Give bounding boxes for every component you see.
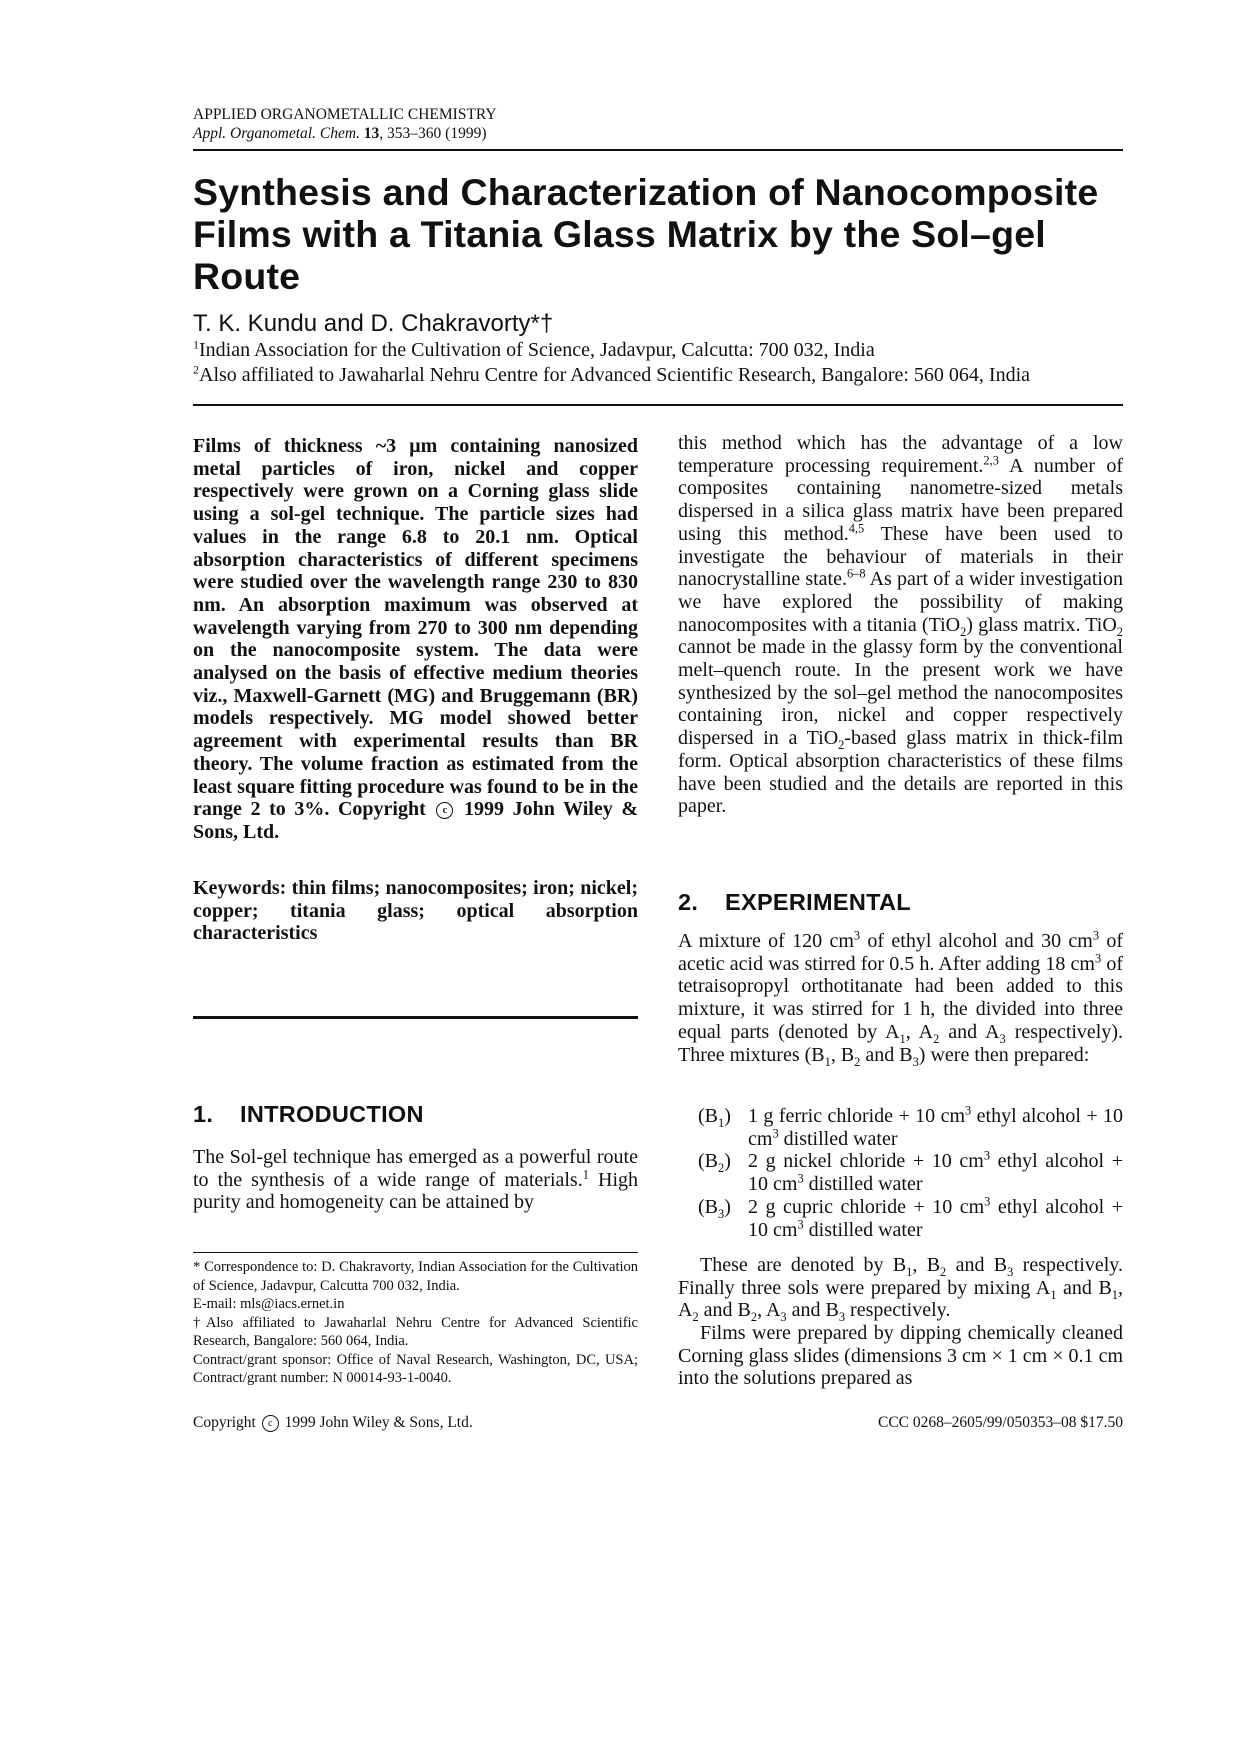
subscript: 2 <box>1116 624 1123 639</box>
subscript: 1 <box>899 1031 906 1046</box>
journal-citation <box>193 124 1123 143</box>
subscript: 2 <box>940 1265 947 1279</box>
subscript: 2 <box>960 624 967 639</box>
citation-ref: 1 <box>582 1167 589 1182</box>
text-run: respectively). Three mixtures (B <box>678 1020 1124 1066</box>
mixture-text: distilled water <box>803 1173 923 1196</box>
superscript: 3 <box>983 1148 991 1163</box>
abstract-rule <box>193 1016 638 1019</box>
text-run: , B <box>912 1254 941 1276</box>
footnotes <box>193 1258 638 1388</box>
section-number: 1. <box>193 1101 214 1127</box>
subscript: 1 <box>906 1265 913 1279</box>
intro-text: High purity and homogeneity can be attained by <box>193 1168 638 1214</box>
experimental-paragraph-2 <box>678 1254 1123 1325</box>
subscript: 2 <box>933 1031 940 1046</box>
mixture-text: distilled water <box>778 1127 898 1150</box>
mixture-item-b3 <box>678 1196 1123 1241</box>
abstract-text: Films of thickness ~3 μm containing nanosized metal particles of iron, nickel and copper respectively were grown on a Corning glass slide using a sol-gel technique. The particle sizes had values in the range 6.8 to 20.1 nm. Optical absorption characteristics of different specimens were studied over the wavelength range 230 to 830 nm. An absorption maximum was observed at wavelength varying from 270 to 300 nm depending on the nanocomposite system. The data were analysed on the basis of effective medium theories viz., Maxwell-Garnett (MG) and Bruggemann (BR) models respectively. MG model showed better agreement with experimental results than BR theory. The volume fraction as estimated from the least square fitting procedure was found to be in the range 2 to 3%. Copyright <box>193 435 638 821</box>
text-run: and B <box>1056 1276 1112 1299</box>
text-run: -based glass matrix in thick-film form. Optical absorption characteristics of these films have been studied and the details are reported in this paper. <box>678 727 1123 818</box>
text-run: , A <box>757 1299 781 1322</box>
subscript: 3 <box>912 1054 919 1069</box>
copyright-text: Copyright <box>193 1414 256 1431</box>
subscript: 1 <box>1111 1287 1118 1302</box>
text-run: ) were then prepared: <box>918 1043 1090 1066</box>
copyright-icon: c <box>436 802 453 819</box>
section-title: INTRODUCTION <box>240 1101 424 1127</box>
article-title: Synthesis and Characterization of Nanocomposite Films with a Titania Glass Matrix by the Sol–gel Route <box>193 171 1099 297</box>
keywords: Keywords: thin films; nanocomposites; iron; nickel; copper; titania glass; optical absorption characteristics <box>193 877 638 945</box>
journal-volume: 13 <box>363 125 380 142</box>
mixture-text: ethyl alcohol + 10 cm <box>748 1105 1124 1150</box>
footnote-email: E-mail: mls@iacs.ernet.in <box>193 1296 345 1312</box>
experimental-paragraph-3: Films were prepared by dipping chemically cleaned Corning glass slides (dimensions 3 cm × 1 cm × 0.1 cm into the solutions prepared as <box>678 1322 1123 1390</box>
mixture-text: 2 g nickel chloride + 10 cm <box>748 1150 984 1173</box>
text-run: respectively. <box>845 1299 951 1322</box>
mixture-text: distilled water <box>803 1218 923 1241</box>
superscript: 3 <box>853 928 861 943</box>
subscript: 2 <box>718 1161 725 1176</box>
text-run: respectively. Finally three sols were prepared by mixing A <box>678 1254 1123 1299</box>
section-heading-introduction <box>193 1101 424 1128</box>
affiliations <box>193 338 1133 388</box>
copyright-icon: c <box>262 1415 279 1432</box>
header-rule <box>193 149 1123 151</box>
journal-name: APPLIED ORGANOMETALLIC CHEMISTRY <box>193 106 497 123</box>
section-number: 2. <box>678 889 699 915</box>
subscript: 1 <box>718 1116 725 1130</box>
label-text: (B <box>698 1105 718 1127</box>
superscript: 3 <box>1094 951 1102 966</box>
subscript: 2 <box>854 1054 861 1069</box>
text-run: and B <box>786 1299 839 1322</box>
introduction-paragraph <box>193 1146 638 1214</box>
journal-citation-italic: Appl. Organometal. Chem. <box>193 125 360 142</box>
affiliation-marker: 2 <box>193 362 199 377</box>
footnote-correspondence: * Correspondence to: D. Chakravorty, Indian Association for the Cultivation of Science, Jadavpur, Calcutta 700 032, India. <box>193 1259 638 1294</box>
superscript: 3 <box>797 1216 804 1231</box>
text-run: , A <box>905 1020 934 1043</box>
label-text: (B <box>698 1195 718 1218</box>
mixture-label <box>698 1105 731 1128</box>
citation-ref: 2,3 <box>983 453 999 468</box>
mixture-text: 1 g ferric chloride + 10 cm <box>748 1105 966 1127</box>
subscript: 2 <box>750 1310 758 1325</box>
text-run: These have been used to investigate the behaviour of materials in their nanocrystalline state. <box>678 522 1123 591</box>
footer-copyright <box>193 1414 473 1432</box>
label-text: ) <box>724 1150 731 1173</box>
mixture-label <box>698 1196 731 1219</box>
citation-ref: 6–8 <box>846 566 866 581</box>
affiliation-marker: 1 <box>193 337 199 352</box>
introduction-continued-paragraph <box>678 432 1123 818</box>
section-heading-experimental <box>678 889 911 916</box>
subscript: 3 <box>838 1310 846 1325</box>
superscript: 3 <box>772 1126 779 1141</box>
section-title: EXPERIMENTAL <box>725 889 911 915</box>
abstract <box>193 435 638 844</box>
text-run: ) glass matrix. TiO <box>966 613 1117 636</box>
label-text: ) <box>724 1195 731 1218</box>
text-run: cannot be made in the glassy form by the conventional melt–quench route. In the present work we have synthesized by the sol–gel method the nanocomposites containing iron, nickel and copper respectively dispersed in a TiO <box>678 636 1123 750</box>
subscript: 3 <box>1007 1265 1014 1279</box>
mixture-text: ethyl alcohol + 10 cm <box>748 1195 1123 1241</box>
article-authors: T. K. Kundu and D. Chakravorty*† <box>193 310 554 337</box>
mixture-text: 2 g cupric chloride + 10 cm <box>748 1195 985 1218</box>
footer-ccc-code: CCC 0268–2605/99/050353–08 $17.50 <box>877 1414 1123 1431</box>
mixture-text: ethyl alcohol + 10 cm <box>748 1150 1124 1196</box>
superscript: 3 <box>1092 928 1100 943</box>
text-run: and B <box>946 1254 1008 1276</box>
intro-text: The Sol-gel technique has emerged as a powerful route to the synthesis of a wide range of materials. <box>193 1146 638 1191</box>
subscript: 3 <box>999 1031 1006 1046</box>
mixture-list <box>678 1105 1123 1241</box>
journal-header <box>193 105 1123 143</box>
subscript: 3 <box>780 1310 787 1325</box>
text-run: , B <box>830 1043 855 1066</box>
mixture-label <box>698 1150 731 1176</box>
experimental-paragraph-1 <box>678 928 1124 1069</box>
text-run: As part of a wider investigation we have explored the possibility of making nanocomposites with a titania (TiO <box>678 568 1123 636</box>
subscript: 3 <box>718 1206 725 1221</box>
affiliation-1 <box>193 338 1133 363</box>
text-run: and A <box>939 1020 1000 1043</box>
journal-pages: , 353–360 (1999) <box>379 125 487 142</box>
mixture-item-b1 <box>678 1105 1123 1150</box>
text-run: this method which has the advantage of a low temperature processing requirement. <box>678 432 1123 477</box>
text-run: and B <box>698 1299 751 1322</box>
affiliation-2 <box>193 363 1133 388</box>
abstract-copyright: 1999 John Wiley & Sons, Ltd. <box>193 798 638 843</box>
label-text: ) <box>724 1105 731 1127</box>
text-run: of acetic acid was stirred for 0.5 h. After adding 18 cm <box>678 930 1124 975</box>
subscript: 1 <box>824 1054 831 1069</box>
superscript: 3 <box>984 1194 991 1209</box>
text-run: These are denoted by B <box>700 1254 907 1276</box>
text-run: and B <box>860 1043 913 1066</box>
superscript: 3 <box>965 1103 972 1118</box>
affiliation-text: Indian Association for the Cultivation of Science, Jadavpur, Calcutta: 700 032, India <box>199 339 875 361</box>
subscript: 2 <box>692 1310 699 1325</box>
footnote-rule <box>193 1252 638 1253</box>
subscript: 2 <box>838 738 845 753</box>
title-rule <box>193 404 1123 406</box>
text-run: A number of composites containing nanometre-sized metals dispersed in a silica glass matrix have been prepared using this method. <box>678 454 1124 545</box>
label-text: (B <box>698 1150 718 1173</box>
text-run: , A <box>678 1276 1123 1322</box>
affiliation-text: Also affiliated to Jawaharlal Nehru Centre for Advanced Scientific Research, Bangalore: 560 064, India <box>199 364 1031 386</box>
footnote-affiliation: †Also affiliated to Jawaharlal Nehru Centre for Advanced Scientific Research, Bangalore: 560 064, India. <box>193 1314 638 1349</box>
text-run: of ethyl alcohol and 30 cm <box>860 930 1093 952</box>
subscript: 1 <box>1050 1287 1057 1302</box>
mixture-item-b2 <box>678 1150 1123 1195</box>
text-run: A mixture of 120 cm <box>678 930 854 952</box>
citation-ref: 4,5 <box>848 521 865 536</box>
superscript: 3 <box>797 1171 804 1186</box>
text-run: of tetraisopropyl orthotitanate had been added to this mixture, it was stirred for 1 h, the divided into three equal parts (denoted by A <box>678 952 1123 1043</box>
copyright-text: 1999 John Wiley & Sons, Ltd. <box>284 1414 473 1431</box>
footnote-grant: Contract/grant sponsor: Office of Naval Research, Washington, DC, USA; Contract/grant number: N 00014-93-1-0040. <box>193 1351 638 1386</box>
